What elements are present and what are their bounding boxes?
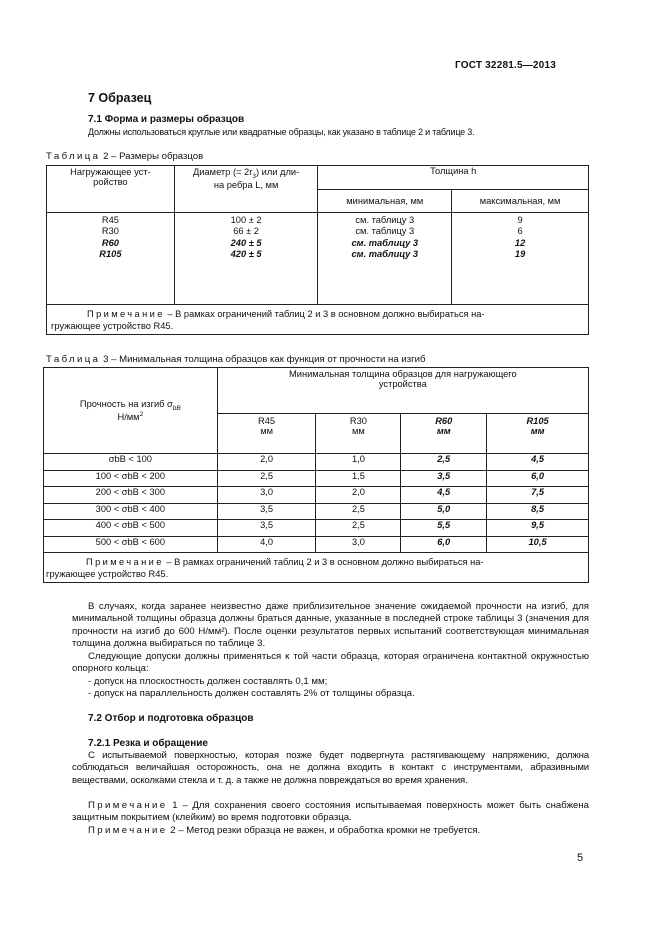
note-2-word: Примечание [88,825,168,836]
table-cell-range: 100 < σbB < 200 [44,470,218,487]
table-cell: 1,0 [316,454,401,471]
subsection-title-7-2-1: 7.2.1 Резка и обращение [88,738,208,749]
table2-caption [46,151,203,162]
page-number: 5 [577,852,584,864]
table-cell: R30 [101,226,119,237]
table2-header-size [174,166,318,213]
table-cell: 2,5 [316,503,401,520]
table-cell: 5,5 [401,520,487,537]
table2-header-device-line2: ройство [93,177,128,187]
standard-number: ГОСТ 32281.5—2013 [455,60,556,71]
table3-header-group-line2: устройства [378,379,427,389]
table-row [44,487,589,504]
table3-header-strength-line1 [48,399,213,412]
table-cell: 240 ± 5 [230,237,262,248]
table2-col-min [318,213,452,305]
table2-header-device [47,166,175,213]
table-row [44,470,589,487]
table-cell: см. таблицу 3 [355,215,415,225]
bullet-parallelism: - допуск на параллельность должен составлять 2% от толщины образца. [88,688,415,699]
table2-col-size [174,213,318,305]
table2-header-max: максимальная, мм [452,190,589,213]
table2-col-max [452,213,589,305]
bullet-flatness: - допуск на плоскостность должен составлять 0,1 мм; [88,676,328,687]
table-cell: см. таблицу 3 [355,226,415,237]
table3-header-strength-sup: 2 [139,411,144,419]
table2-note-text2: гружающее устройство R45. [51,320,174,331]
table3-caption [46,354,425,365]
table-cell: 9,5 [487,520,589,537]
table-row [44,536,589,553]
table-row [44,454,589,471]
table3-note-text: – В рамках ограничений таблиц 2 и 3 в основном должно выбираться на- [163,556,484,567]
table-cell: 2,0 [316,487,401,504]
note-1-text: 1 – Для сохранения своего состояния испытываемая поверхность может быть снабжена защитным покрытием (клейким) во время подготовки образца. [72,800,589,824]
table-cell: 4,0 [217,536,316,553]
table-cell: 6,0 [401,536,487,553]
table3-header-group-line1: Минимальная толщина образцов для нагружающего [289,369,517,379]
table3-header-r60 [401,414,487,454]
table2-note [47,305,589,335]
table2-note-word: Примечание [87,308,165,319]
table-cell: 4,5 [401,487,487,504]
table3-caption-word: Таблица [46,354,101,365]
paragraph-handling: С испытываемой поверхностью, которая позже будет подвергнута растягивающему напряжению, должна соблюдаться величайшая осторожность, она не должна входить в контакт с инструментами, абразивными веществами, осколками стекла и т. д. а также не должна повреждаться во время хранения. [72,750,589,786]
table-cell: 8,5 [487,503,589,520]
table-cell: 10,5 [487,536,589,553]
note-1 [72,800,589,825]
table-cell: 19 [514,249,526,260]
note-2 [72,825,589,837]
table-cell: 3,5 [217,503,316,520]
table3-device-unit: мм [436,426,451,436]
table-cell: 2,5 [316,520,401,537]
table2-caption-word: Таблица [46,151,101,162]
table-cell: 100 ± 2 [230,215,262,225]
table2-header-thickness: Толщина h [318,166,589,190]
table3-device-name: R30 [349,416,367,426]
table-cell: 9 [517,215,523,225]
table3-header-strength-text: Прочность на изгиб σ [79,398,173,409]
table2-header-min: минимальная, мм [318,190,452,213]
table3-body [44,454,589,553]
table-cell: R45 [101,215,119,225]
table3-header-group [217,368,588,414]
table3-header-strength [44,368,218,454]
table-cell: 6 [517,226,523,237]
paragraph-thickness: В случаях, когда заранее неизвестно даже приблизительное значение ожидаемой прочности на изгиб, для минимальной толщины образца должны браться данные, указанные в последней строке таблицы 3 (значения для прочности на изгиб до 600 Н/мм²). После оценки результатов первых испытаний соответствующая минимальная толщина должна выбираться по таблице 3. [72,601,589,650]
table3-header-strength-unit: Н/мм [117,412,140,423]
paragraph-tolerances: Следующие допуски должны применяться к той части образца, которая ограничена контактной окружностью опорного кольца: [72,651,589,675]
table-cell: 420 ± 5 [230,249,262,260]
table3-device-unit: мм [260,426,273,436]
table3-device-name: R60 [435,416,453,426]
table-cell: см. таблицу 3 [351,249,419,260]
table-cell: 4,5 [487,454,589,471]
subsection-title-7-2: 7.2 Отбор и подготовка образцов [88,713,254,724]
table-cell: 3,0 [217,487,316,504]
table3-header-r105 [487,414,589,454]
table-row [44,520,589,537]
subsection-title-7-1: 7.1 Форма и размеры образцов [88,114,245,125]
table3-header-r30 [316,414,401,454]
table3 [43,367,589,583]
section-title: 7 Образец [88,91,152,105]
table-cell: 66 ± 2 [233,226,259,237]
table-cell: 3,5 [217,520,316,537]
table3-note [44,553,589,583]
table-cell: см. таблицу 3 [351,237,419,248]
table-cell-range: 400 < σbB < 500 [44,520,218,537]
table2-header-size-text: Диаметр (= 2r [193,167,253,177]
table-cell: 3,0 [316,536,401,553]
table-cell: 1,5 [316,470,401,487]
table-cell: 2,5 [401,454,487,471]
table3-device-unit: мм [530,426,545,436]
table-row [44,503,589,520]
table3-header-strength-line2 [48,411,213,422]
table-cell: 3,5 [401,470,487,487]
table-cell: R60 [101,237,119,248]
table3-header-r45 [217,414,316,454]
table3-device-unit: мм [352,426,365,436]
table3-header-strength-sub: bB [172,404,181,412]
table-cell: 7,5 [487,487,589,504]
table-cell: 6,0 [487,470,589,487]
table-cell: 12 [514,237,526,248]
table2-caption-rest: 2 – Размеры образцов [100,151,204,162]
table-cell-range: 200 < σbB < 300 [44,487,218,504]
table-cell: 5,0 [401,503,487,520]
intro-paragraph: Должны использоваться круглые или квадратные образцы, как указано в таблице 2 и таблице 3. [88,127,475,137]
table3-caption-rest: 3 – Минимальная толщина образцов как функция от прочности на изгиб [100,354,426,365]
table-cell-range: 300 < σbB < 400 [44,503,218,520]
table-cell-range: 500 < σbB < 600 [44,536,218,553]
table-cell: 2,5 [217,470,316,487]
table3-device-name: R45 [258,416,276,426]
table3-device-name: R105 [526,416,549,426]
table2-header-size-line1 [179,167,314,180]
table3-note-word: Примечание [86,556,164,567]
table2-header-size-sub: 3 [252,172,256,180]
table2-header-size-line2: на ребра L, мм [213,179,279,190]
note-1-word: Примечание [88,800,168,811]
table-cell: R105 [99,249,122,260]
table-cell-range: σbB < 100 [44,454,218,471]
table2-header-device-line1: Нагружающее уст- [70,167,151,177]
table2-header-size-end: ) или дли- [255,167,300,177]
note-2-text: 2 – Метод резки образца не важен, и обработка кромки не требуется. [167,825,481,836]
table-cell: 2,0 [217,454,316,471]
table3-note-text2: гружающее устройство R45. [46,568,169,579]
table2-note-text: – В рамках ограничений таблиц 2 и 3 в основном должно выбираться на- [164,308,485,319]
table2 [46,165,589,335]
table2-col-device [47,213,175,305]
